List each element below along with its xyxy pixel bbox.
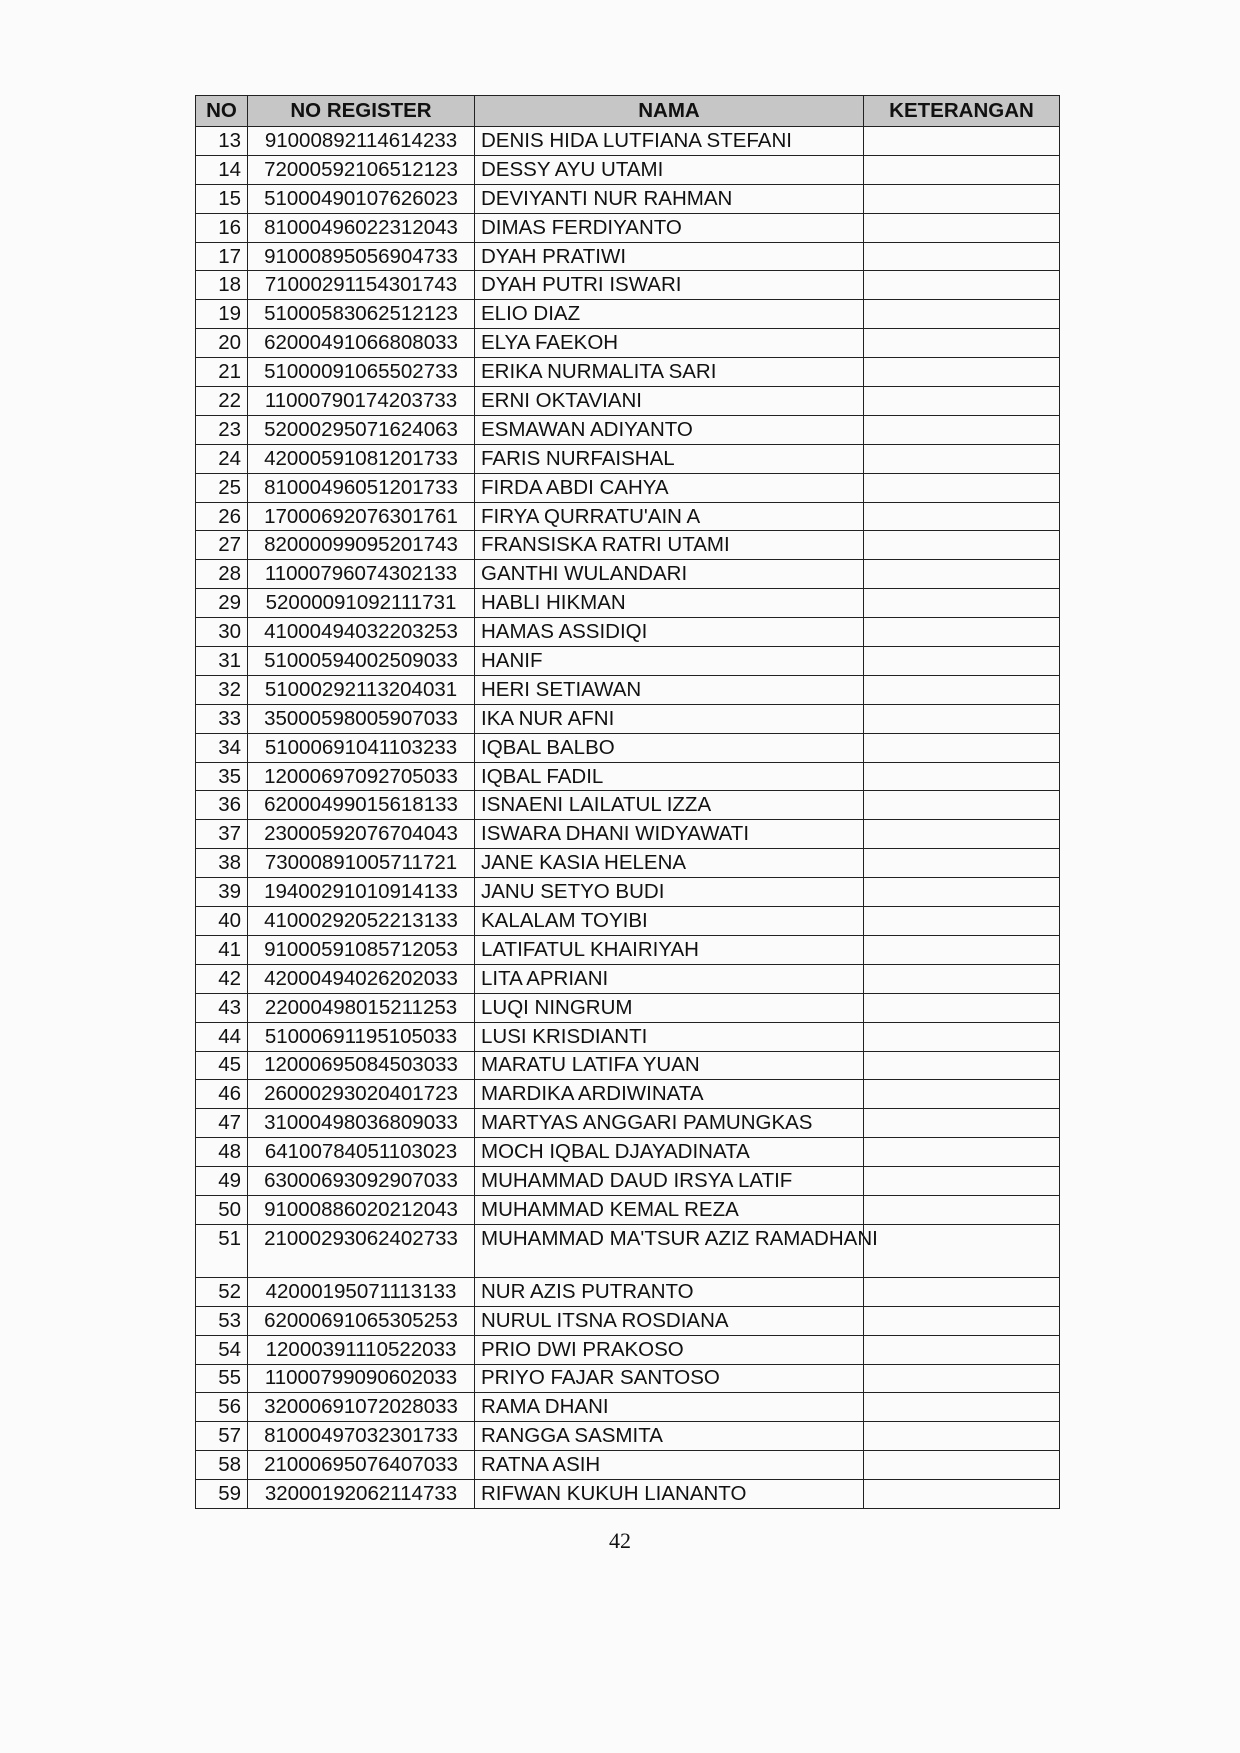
cell-no: 17	[196, 242, 248, 271]
cell-register: 82000099095201743	[248, 531, 475, 560]
header-keterangan: KETERANGAN	[864, 96, 1060, 127]
table-row	[196, 1080, 1060, 1109]
cell-keterangan	[864, 271, 1060, 300]
cell-keterangan	[864, 213, 1060, 242]
cell-no: 41	[196, 935, 248, 964]
cell-nama: IQBAL FADIL	[475, 762, 864, 791]
cell-nama: LATIFATUL KHAIRIYAH	[475, 935, 864, 964]
cell-nama: MARDIKA ARDIWINATA	[475, 1080, 864, 1109]
cell-keterangan	[864, 964, 1060, 993]
cell-keterangan	[864, 849, 1060, 878]
cell-no: 40	[196, 907, 248, 936]
cell-no: 22	[196, 387, 248, 416]
table-row	[196, 127, 1060, 156]
cell-no: 26	[196, 502, 248, 531]
cell-no: 31	[196, 647, 248, 676]
cell-no: 49	[196, 1167, 248, 1196]
cell-register: 41000494032203253	[248, 618, 475, 647]
table-row	[196, 1480, 1060, 1509]
cell-keterangan	[864, 1422, 1060, 1451]
cell-nama: GANTHI WULANDARI	[475, 560, 864, 589]
cell-nama: DEVIYANTI NUR RAHMAN	[475, 184, 864, 213]
cell-no: 33	[196, 704, 248, 733]
cell-nama: RIFWAN KUKUH LIANANTO	[475, 1480, 864, 1509]
cell-no: 43	[196, 993, 248, 1022]
table-row	[196, 300, 1060, 329]
cell-no: 51	[196, 1224, 248, 1277]
cell-keterangan	[864, 1051, 1060, 1080]
cell-no: 29	[196, 589, 248, 618]
cell-register: 11000799090602033	[248, 1364, 475, 1393]
cell-keterangan	[864, 473, 1060, 502]
cell-no: 50	[196, 1195, 248, 1224]
cell-no: 13	[196, 127, 248, 156]
cell-no: 21	[196, 358, 248, 387]
cell-no: 20	[196, 329, 248, 358]
cell-nama: JANU SETYO BUDI	[475, 878, 864, 907]
cell-no: 28	[196, 560, 248, 589]
cell-keterangan	[864, 415, 1060, 444]
cell-no: 46	[196, 1080, 248, 1109]
cell-nama: LUSI KRISDIANTI	[475, 1022, 864, 1051]
cell-register: 73000891005711721	[248, 849, 475, 878]
cell-no: 55	[196, 1364, 248, 1393]
cell-nama: ESMAWAN ADIYANTO	[475, 415, 864, 444]
cell-register: 62000691065305253	[248, 1306, 475, 1335]
table-row	[196, 1364, 1060, 1393]
table-row	[196, 647, 1060, 676]
table-body	[196, 127, 1060, 1509]
table-row	[196, 1224, 1060, 1277]
table-row	[196, 444, 1060, 473]
cell-register: 41000292052213133	[248, 907, 475, 936]
cell-no: 16	[196, 213, 248, 242]
cell-register: 12000697092705033	[248, 762, 475, 791]
table-row	[196, 935, 1060, 964]
cell-nama: RATNA ASIH	[475, 1451, 864, 1480]
cell-no: 24	[196, 444, 248, 473]
table-row	[196, 1022, 1060, 1051]
cell-register: 12000391110522033	[248, 1335, 475, 1364]
cell-keterangan	[864, 387, 1060, 416]
table-row	[196, 560, 1060, 589]
cell-keterangan	[864, 1480, 1060, 1509]
cell-no: 58	[196, 1451, 248, 1480]
cell-keterangan	[864, 1022, 1060, 1051]
table-row	[196, 1335, 1060, 1364]
register-table	[195, 95, 1060, 1509]
cell-no: 38	[196, 849, 248, 878]
table-row	[196, 704, 1060, 733]
cell-nama: ISNAENI LAILATUL IZZA	[475, 791, 864, 820]
cell-register: 91000886020212043	[248, 1195, 475, 1224]
cell-no: 47	[196, 1109, 248, 1138]
cell-keterangan	[864, 762, 1060, 791]
cell-register: 91000895056904733	[248, 242, 475, 271]
cell-keterangan	[864, 358, 1060, 387]
cell-keterangan	[864, 1138, 1060, 1167]
table-row	[196, 502, 1060, 531]
cell-keterangan	[864, 1080, 1060, 1109]
cell-keterangan	[864, 502, 1060, 531]
cell-register: 51000490107626023	[248, 184, 475, 213]
cell-register: 72000592106512123	[248, 155, 475, 184]
cell-keterangan	[864, 675, 1060, 704]
cell-nama: FIRDA ABDI CAHYA	[475, 473, 864, 502]
cell-no: 45	[196, 1051, 248, 1080]
cell-nama: ELYA FAEKOH	[475, 329, 864, 358]
cell-register: 62000491066808033	[248, 329, 475, 358]
cell-no: 15	[196, 184, 248, 213]
cell-register: 91000591085712053	[248, 935, 475, 964]
cell-nama: RAMA DHANI	[475, 1393, 864, 1422]
cell-keterangan	[864, 878, 1060, 907]
cell-nama: ELIO DIAZ	[475, 300, 864, 329]
cell-nama: LITA APRIANI	[475, 964, 864, 993]
table-row	[196, 993, 1060, 1022]
cell-no: 44	[196, 1022, 248, 1051]
cell-register: 51000292113204031	[248, 675, 475, 704]
table-row	[196, 1051, 1060, 1080]
cell-nama: HANIF	[475, 647, 864, 676]
cell-register: 22000498015211253	[248, 993, 475, 1022]
cell-register: 32000192062114733	[248, 1480, 475, 1509]
cell-no: 32	[196, 675, 248, 704]
cell-nama: IQBAL BALBO	[475, 733, 864, 762]
table-row	[196, 849, 1060, 878]
cell-register: 42000591081201733	[248, 444, 475, 473]
table-row	[196, 618, 1060, 647]
cell-no: 42	[196, 964, 248, 993]
table-row	[196, 791, 1060, 820]
cell-nama: HABLI HIKMAN	[475, 589, 864, 618]
cell-no: 14	[196, 155, 248, 184]
cell-keterangan	[864, 242, 1060, 271]
cell-keterangan	[864, 560, 1060, 589]
cell-nama: KALALAM TOYIBI	[475, 907, 864, 936]
table-row	[196, 675, 1060, 704]
cell-keterangan	[864, 531, 1060, 560]
cell-register: 11000790174203733	[248, 387, 475, 416]
table-row	[196, 1277, 1060, 1306]
cell-keterangan	[864, 329, 1060, 358]
cell-nama: NUR AZIS PUTRANTO	[475, 1277, 864, 1306]
cell-register: 11000796074302133	[248, 560, 475, 589]
table-row	[196, 733, 1060, 762]
header-no: NO	[196, 96, 248, 127]
cell-no: 48	[196, 1138, 248, 1167]
cell-register: 81000496022312043	[248, 213, 475, 242]
cell-no: 52	[196, 1277, 248, 1306]
cell-no: 53	[196, 1306, 248, 1335]
cell-keterangan	[864, 1306, 1060, 1335]
cell-keterangan	[864, 1393, 1060, 1422]
cell-nama: MUHAMMAD KEMAL REZA	[475, 1195, 864, 1224]
cell-register: 52000295071624063	[248, 415, 475, 444]
cell-keterangan	[864, 647, 1060, 676]
cell-keterangan	[864, 589, 1060, 618]
table-row	[196, 1393, 1060, 1422]
cell-keterangan	[864, 155, 1060, 184]
cell-keterangan	[864, 820, 1060, 849]
cell-no: 36	[196, 791, 248, 820]
cell-nama: DENIS HIDA LUTFIANA STEFANI	[475, 127, 864, 156]
table-row	[196, 387, 1060, 416]
table-row	[196, 213, 1060, 242]
table-row	[196, 1195, 1060, 1224]
cell-nama: PRIO DWI PRAKOSO	[475, 1335, 864, 1364]
cell-register: 31000498036809033	[248, 1109, 475, 1138]
table-row	[196, 762, 1060, 791]
cell-register: 19400291010914133	[248, 878, 475, 907]
cell-register: 23000592076704043	[248, 820, 475, 849]
cell-register: 26000293020401723	[248, 1080, 475, 1109]
cell-nama: PRIYO FAJAR SANTOSO	[475, 1364, 864, 1393]
cell-register: 17000692076301761	[248, 502, 475, 531]
table-row	[196, 329, 1060, 358]
cell-register: 21000695076407033	[248, 1451, 475, 1480]
table-row	[196, 589, 1060, 618]
cell-register: 12000695084503033	[248, 1051, 475, 1080]
table-row	[196, 242, 1060, 271]
cell-keterangan	[864, 791, 1060, 820]
header-nama: NAMA	[475, 96, 864, 127]
table-row	[196, 473, 1060, 502]
cell-nama: ISWARA DHANI WIDYAWATI	[475, 820, 864, 849]
cell-register: 64100784051103023	[248, 1138, 475, 1167]
cell-keterangan	[864, 993, 1060, 1022]
header-register: NO REGISTER	[248, 96, 475, 127]
cell-nama: HERI SETIAWAN	[475, 675, 864, 704]
cell-keterangan	[864, 1335, 1060, 1364]
cell-register: 51000583062512123	[248, 300, 475, 329]
cell-nama: FRANSISKA RATRI UTAMI	[475, 531, 864, 560]
table-row	[196, 155, 1060, 184]
table-row	[196, 1422, 1060, 1451]
cell-keterangan	[864, 1451, 1060, 1480]
cell-nama: DYAH PUTRI ISWARI	[475, 271, 864, 300]
cell-nama: IKA NUR AFNI	[475, 704, 864, 733]
table-header	[196, 96, 1060, 127]
cell-nama: MARATU LATIFA YUAN	[475, 1051, 864, 1080]
table-row	[196, 531, 1060, 560]
cell-no: 39	[196, 878, 248, 907]
cell-keterangan	[864, 1277, 1060, 1306]
cell-nama: ERNI OKTAVIANI	[475, 387, 864, 416]
cell-nama: RANGGA SASMITA	[475, 1422, 864, 1451]
cell-no: 25	[196, 473, 248, 502]
cell-keterangan	[864, 1195, 1060, 1224]
cell-keterangan	[864, 618, 1060, 647]
cell-register: 63000693092907033	[248, 1167, 475, 1196]
cell-register: 21000293062402733	[248, 1224, 475, 1277]
cell-no: 18	[196, 271, 248, 300]
cell-nama: FARIS NURFAISHAL	[475, 444, 864, 473]
cell-nama: MUHAMMAD MA'TSUR AZIZ RAMADHANI	[475, 1224, 864, 1277]
cell-nama: NURUL ITSNA ROSDIANA	[475, 1306, 864, 1335]
header-row	[196, 96, 1060, 127]
cell-no: 23	[196, 415, 248, 444]
cell-register: 51000691195105033	[248, 1022, 475, 1051]
cell-nama: ERIKA NURMALITA SARI	[475, 358, 864, 387]
cell-nama: MOCH IQBAL DJAYADINATA	[475, 1138, 864, 1167]
cell-no: 27	[196, 531, 248, 560]
cell-nama: DIMAS FERDIYANTO	[475, 213, 864, 242]
cell-keterangan	[864, 300, 1060, 329]
cell-register: 32000691072028033	[248, 1393, 475, 1422]
cell-keterangan	[864, 127, 1060, 156]
cell-nama: DESSY AYU UTAMI	[475, 155, 864, 184]
cell-no: 59	[196, 1480, 248, 1509]
cell-keterangan	[864, 733, 1060, 762]
table-row	[196, 1138, 1060, 1167]
cell-register: 52000091092111731	[248, 589, 475, 618]
cell-keterangan	[864, 1364, 1060, 1393]
page-number: 42	[609, 1528, 631, 1553]
table-row	[196, 820, 1060, 849]
cell-nama: JANE KASIA HELENA	[475, 849, 864, 878]
cell-no: 35	[196, 762, 248, 791]
cell-keterangan	[864, 907, 1060, 936]
cell-keterangan	[864, 1224, 1060, 1277]
cell-keterangan	[864, 184, 1060, 213]
table-row	[196, 1109, 1060, 1138]
table-row	[196, 878, 1060, 907]
cell-nama: MARTYAS ANGGARI PAMUNGKAS	[475, 1109, 864, 1138]
table-row	[196, 1306, 1060, 1335]
cell-keterangan	[864, 704, 1060, 733]
table-row	[196, 271, 1060, 300]
cell-keterangan	[864, 444, 1060, 473]
cell-no: 19	[196, 300, 248, 329]
table-row	[196, 1451, 1060, 1480]
cell-no: 30	[196, 618, 248, 647]
cell-register: 81000497032301733	[248, 1422, 475, 1451]
cell-nama: HAMAS ASSIDIQI	[475, 618, 864, 647]
cell-keterangan	[864, 1109, 1060, 1138]
cell-register: 51000091065502733	[248, 358, 475, 387]
cell-nama: FIRYA QURRATU'AIN A	[475, 502, 864, 531]
cell-register: 71000291154301743	[248, 271, 475, 300]
cell-nama: MUHAMMAD DAUD IRSYA LATIF	[475, 1167, 864, 1196]
table-row	[196, 184, 1060, 213]
cell-register: 35000598005907033	[248, 704, 475, 733]
cell-no: 54	[196, 1335, 248, 1364]
cell-nama: DYAH PRATIWI	[475, 242, 864, 271]
cell-no: 56	[196, 1393, 248, 1422]
table-row	[196, 1167, 1060, 1196]
cell-keterangan	[864, 935, 1060, 964]
cell-register: 42000494026202033	[248, 964, 475, 993]
table-row	[196, 907, 1060, 936]
cell-register: 51000691041103233	[248, 733, 475, 762]
cell-keterangan	[864, 1167, 1060, 1196]
cell-no: 57	[196, 1422, 248, 1451]
cell-register: 51000594002509033	[248, 647, 475, 676]
cell-register: 62000499015618133	[248, 791, 475, 820]
table-row	[196, 358, 1060, 387]
table-row	[196, 415, 1060, 444]
table-row	[196, 964, 1060, 993]
cell-nama: LUQI NINGRUM	[475, 993, 864, 1022]
cell-register: 42000195071113133	[248, 1277, 475, 1306]
cell-register: 81000496051201733	[248, 473, 475, 502]
cell-register: 91000892114614233	[248, 127, 475, 156]
cell-no: 37	[196, 820, 248, 849]
cell-no: 34	[196, 733, 248, 762]
